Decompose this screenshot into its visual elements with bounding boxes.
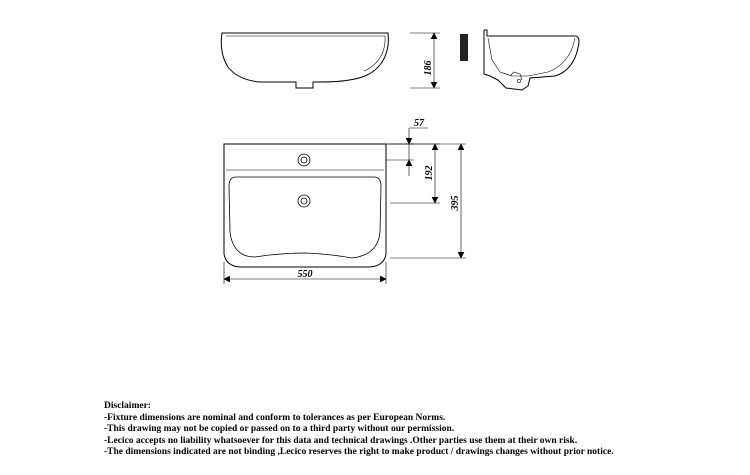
front-basin-inner-rim [226, 36, 385, 71]
disclaimer-line: -Fixture dimensions are nominal and conform to tolerances as per European Norms. [104, 412, 446, 423]
front-elevation-view [221, 33, 388, 88]
dim-label-57: 57 [414, 118, 424, 129]
dim-label-395: 395 [450, 195, 461, 211]
tap-offset-dimension-57 [386, 128, 428, 176]
side-basin-outline [484, 30, 579, 90]
disclaimer-line: -Lecico accepts no liability whatsoever for this data and technical drawings .Other parties use them at their own risk. [104, 435, 578, 446]
side-basin-inner [488, 38, 575, 76]
plan-bowl-outline [229, 177, 381, 258]
disclaimer-block [104, 401, 744, 459]
disclaimer-line: -The dimensions indicated are not binding ,Lecico reserves the right to make product / drawings changes without prior notice. [104, 447, 614, 458]
dim-label-550: 550 [297, 269, 313, 280]
dim-label-186: 186 [423, 60, 434, 76]
drain-hole-icon [298, 195, 310, 207]
wall-bracket [460, 34, 468, 61]
dim-label-192: 192 [424, 165, 435, 181]
side-view [460, 30, 579, 90]
tap-hole-icon [298, 154, 310, 166]
disclaimer-line: -This drawing may not be copied or passed on to a third party without our permission. [104, 424, 455, 435]
disclaimer-title: Disclaimer: [104, 401, 151, 411]
plan-view [224, 144, 386, 267]
front-basin-outline [221, 33, 388, 88]
height-dimension-186 [410, 33, 440, 88]
